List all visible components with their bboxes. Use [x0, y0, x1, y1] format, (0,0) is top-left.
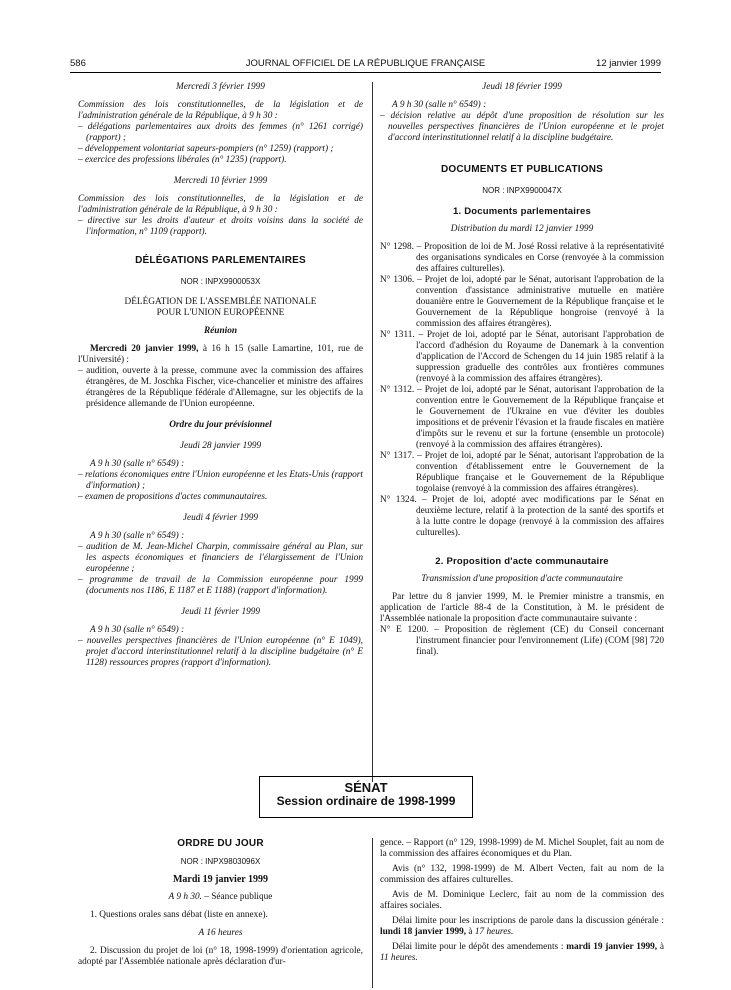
- delegation-name: POUR L'UNION EUROPÉENNE: [156, 308, 285, 318]
- deadline-text: Délai limite pour le dépôt des amendements : mardi 19 janvier 1999, à 11 heures.: [380, 942, 664, 963]
- agenda-item: – directive sur les droits d'auteur et droits voisins dans la société de l'information, n° 1109 (rapport).: [78, 216, 363, 237]
- session-subtitle: Session ordinaire de 1998-1999: [276, 794, 456, 808]
- section-date: Mercredi 3 février 1999: [176, 82, 265, 92]
- opinion-text: Avis (n° 132, 1998-1999) de M. Albert Vecten, fait au nom de la commission des affaires culturelles.: [380, 864, 664, 885]
- subsection-heading: Ordre du jour prévisionnel: [169, 420, 272, 430]
- opinion-text: Avis de M. Dominique Leclerc, fait au nom de la commission des affaires sociales.: [380, 890, 664, 911]
- section-date: Jeudi 28 janvier 1999: [179, 441, 262, 451]
- column-right: [380, 82, 664, 658]
- agenda-item: – exercice des professions libérales (n° 1235) (rapport).: [78, 155, 287, 165]
- transmission-paragraph: Par lettre du 8 janvier 1999, M. le Premier ministre a transmis, en application de l'article 88-4 de la Constitution, à M. le président de l'Assemblée nationale la proposition d'acte communautaire suivante :: [380, 592, 664, 624]
- agenda-item: 1. Questions orales sans débat (liste en annexe).: [90, 910, 268, 920]
- page-header: [70, 58, 661, 72]
- section-heading: ORDRE DU JOUR: [177, 838, 264, 849]
- meeting-paragraph: Mercredi 20 janvier 1999, à 16 h 15 (salle Lamartine, 101, rue de l'Université) :: [78, 344, 363, 365]
- time-room: A 9 h 30 (salle n° 6549) :: [90, 625, 185, 635]
- nor-reference: NOR : INPX9900053X: [180, 277, 261, 286]
- commission-text: Commission des lois constitutionnelles, de la législation et de l'administration générale de la République, à 9 h 30 :: [78, 194, 363, 215]
- column-divider: [372, 82, 373, 782]
- journal-title: JOURNAL OFFICIEL DE LA RÉPUBLIQUE FRANÇAISE: [245, 58, 486, 69]
- section-date: Jeudi 4 février 1999: [182, 513, 259, 523]
- section-date: Jeudi 18 février 1999: [482, 82, 562, 92]
- section-date: Jeudi 11 février 1999: [180, 607, 261, 617]
- nor-reference: NOR : INPX9803096X: [180, 857, 261, 866]
- commission-text: Commission des lois constitutionnelles, de la législation et de l'administration générale de la République, à 9 h 30 :: [78, 100, 363, 121]
- section-heading: DOCUMENTS ET PUBLICATIONS: [440, 164, 604, 175]
- column-left: [78, 82, 363, 669]
- transmission-subtitle: Transmission d'une proposition d'acte communautaire: [421, 574, 623, 584]
- session-time: A 16 heures: [198, 928, 243, 938]
- header-rule: [70, 72, 661, 73]
- senat-column-right: [380, 838, 664, 964]
- column-divider: [372, 838, 373, 988]
- time-room: A 9 h 30 (salle n° 6549) :: [392, 100, 487, 110]
- agenda-item: – relations économiques entre l'Union européenne et les Etats-Unis (rapport d'information) ;: [78, 470, 363, 491]
- page-number: 586: [70, 58, 86, 69]
- document-entry: N° 1311. – Projet de loi, adopté par le Sénat, autorisant l'approbation de l'accord d'adhésion du Royaume de Danemark à la convention d'application de l'Accord de Schengen du 14 juin 1985 relatif à la suppression graduelle des contrôles aux frontières communes (renvoyé à la commission des affaires étrangères).: [380, 330, 664, 384]
- subsection-heading: 2. Proposition d'acte communautaire: [435, 556, 609, 567]
- section-date: Mercredi 10 février 1999: [173, 176, 268, 186]
- senat-banner: [259, 776, 473, 818]
- deadline-text: Délai limite pour les inscriptions de parole dans la discussion générale : lundi 18 janvier 1999, à 17 heures.: [380, 916, 664, 937]
- document-entry: N° 1312. – Projet de loi, adopté par le Sénat, autorisant l'approbation de la convention entre le Gouvernement de la République française et le Gouvernement de l'Ukraine en vue d'éviter les doubles impositions et de prévenir l'évasion et la fraude fiscales en matière d'impôts sur le revenu et sur la fortune (ensemble un protocole) (renvoyé à la commission des affaires étrangères).: [380, 385, 664, 450]
- senat-title: SÉNAT: [344, 780, 388, 795]
- subsection-heading: 1. Documents parlementaires: [453, 206, 591, 217]
- report-text: gence. – Rapport (n° 129, 1998-1999) de M. Michel Souplet, fait au nom de la commission des affaires économiques et du Plan.: [380, 838, 664, 859]
- delegation-name: DÉLÉGATION DE L'ASSEMBLÉE NATIONALE: [124, 297, 317, 307]
- nor-reference: NOR : INPX9900047X: [482, 186, 562, 195]
- time-room: A 9 h 30 (salle n° 6549) :: [90, 459, 185, 469]
- time-room: A 9 h 30 (salle n° 6549) :: [90, 531, 185, 541]
- agenda-item: – audition, ouverte à la presse, commune avec la commission des affaires étrangères, de M. Joschka Fischer, vice-chancelier et ministre des affaires étrangères de la République fédérale d'Allemagne, sur les objectifs de la présidence allemande de l'Union européenne.: [78, 366, 363, 409]
- session-time: A 9 h 30. – Séance publique: [168, 892, 273, 902]
- document-entry: N° E 1200. – Proposition de règlement (CE) du Conseil concernant l'instrument financier pour l'environnement (Life) (COM [98] 720 final).: [380, 625, 664, 657]
- document-entry: N° 1317. – Projet de loi, adopté par le Sénat, autorisant l'approbation de la convention d'établissement entre le Gouvernement de la République française et le Gouvernement de la République togolaise (renvoyé à la commission des affaires étrangères).: [380, 451, 664, 494]
- distribution-date: Distribution du mardi 12 janvier 1999: [450, 224, 594, 234]
- document-entry: N° 1306. – Projet de loi, adopté par le Sénat, autorisant l'approbation de la convention d'assistance administrative mutuelle en matière douanière entre le Gouvernement de la République française et le Gouvernement de la République hongroise (renvoyé à la commission des affaires étrangères).: [380, 275, 664, 329]
- document-entry: N° 1298. – Proposition de loi de M. José Rossi relative à la représentativité des organisations syndicales en Corse (renvoyée à la commission des affaires culturelles).: [380, 242, 664, 274]
- agenda-item: – délégations parlementaires aux droits des femmes (n° 1261 corrigé) (rapport) ;: [78, 122, 363, 143]
- agenda-item: 2. Discussion du projet de loi (n° 18, 1998-1999) d'orientation agricole, adopté par l'Assemblée nationale après déclaration d'ur-: [78, 946, 363, 967]
- agenda-item: – audition de M. Jean-Michel Charpin, commissaire général au Plan, sur les aspects économiques et financiers de l'élargissement de l'Union européenne ;: [78, 542, 363, 574]
- agenda-item: – examen de propositions d'actes communautaires.: [78, 492, 268, 502]
- issue-date: 12 janvier 1999: [596, 58, 661, 69]
- subsection-heading: Réunion: [203, 326, 238, 336]
- session-date: Mardi 19 janvier 1999: [172, 874, 269, 885]
- agenda-item: – nouvelles perspectives financières de l'Union européenne (n° E 1049), projet d'accord interinstitutionnel relatif à la discipline budgétaire (n° E 1128) ressources propres (rapport d'information).: [78, 636, 363, 668]
- section-heading: DÉLÉGATIONS PARLEMENTAIRES: [135, 255, 306, 266]
- agenda-item: – décision relative au dépôt d'une proposition de résolution sur les nouvelles perspectives financières de l'Union européenne et le projet d'accord interinstitutionnel relatif à la discipline budgétaire.: [380, 111, 664, 143]
- document-entry: N° 1324. – Projet de loi, adopté avec modifications par le Sénat en deuxième lecture, relatif à la protection de la santé des sportifs et à la lutte contre le dopage (renvoyé à la commission des affaires culturelles).: [380, 495, 664, 538]
- senat-column-left: [78, 838, 363, 968]
- agenda-item: – développement volontariat sapeurs-pompiers (n° 1259) (rapport) ;: [78, 144, 334, 154]
- agenda-item: – programme de travail de la Commission européenne pour 1999 (documents nos 1186, E 1187 et E 1188) (rapport d'information).: [78, 575, 363, 596]
